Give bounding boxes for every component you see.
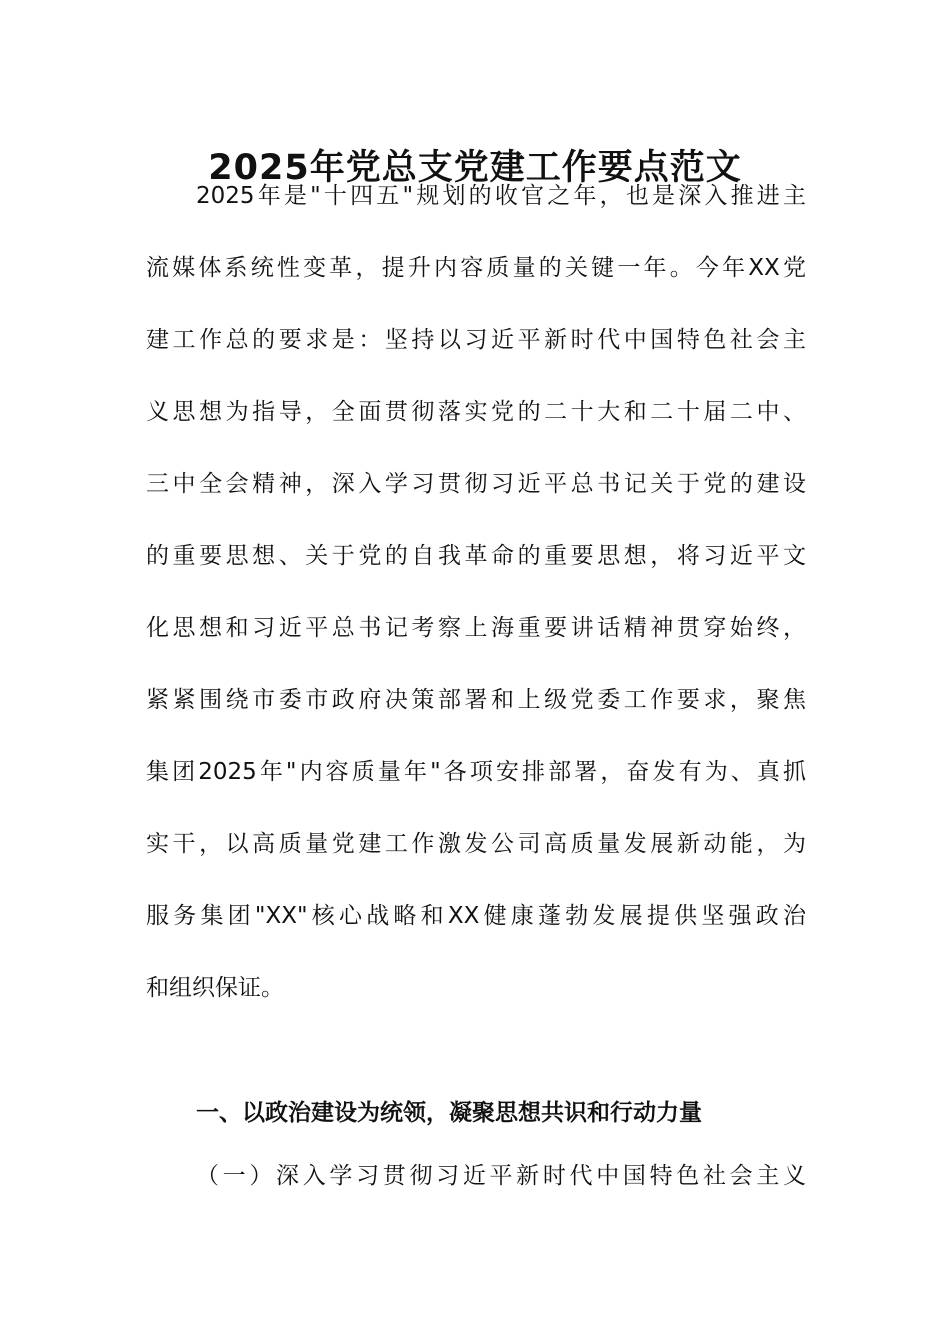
intro-line-11: 服务集团"XX"核心战略和XX健康蓬勃发展提供坚强政治 [146,903,806,929]
intro-line-6: 的重要思想、关于党的自我革命的重要思想，将习近平文 [146,543,806,569]
intro-line-5: 三中全会精神，深入学习贯彻习近平总书记关于党的建设 [146,471,806,497]
intro-line-4: 义思想为指导，全面贯彻落实党的二十大和二十届二中、 [146,399,806,425]
page-title: 2025年党总支党建工作要点范文 [208,148,742,188]
intro-line-7: 化思想和习近平总书记考察上海重要讲话精神贯穿始终， [146,615,806,641]
intro-line-12: 和组织保证。 [146,975,284,1001]
intro-line-8: 紧紧围绕市委市政府决策部署和上级党委工作要求，聚焦 [146,687,806,713]
subsection-heading: （一）深入学习贯彻习近平新时代中国特色社会主义 [196,1163,806,1189]
intro-line-9: 集团2025年"内容质量年"各项安排部署，奋发有为、真抓 [146,759,806,785]
intro-line-2: 流媒体系统性变革，提升内容质量的关键一年。今年XX党 [146,255,806,281]
section-heading: 一、以政治建设为统领，凝聚思想共识和行动力量 [196,1100,702,1126]
intro-line-1: 2025年是"十四五"规划的收官之年，也是深入推进主 [196,183,806,209]
intro-line-10: 实干，以高质量党建工作激发公司高质量发展新动能，为 [146,831,806,857]
intro-line-3: 建工作总的要求是：坚持以习近平新时代中国特色社会主 [146,327,806,353]
